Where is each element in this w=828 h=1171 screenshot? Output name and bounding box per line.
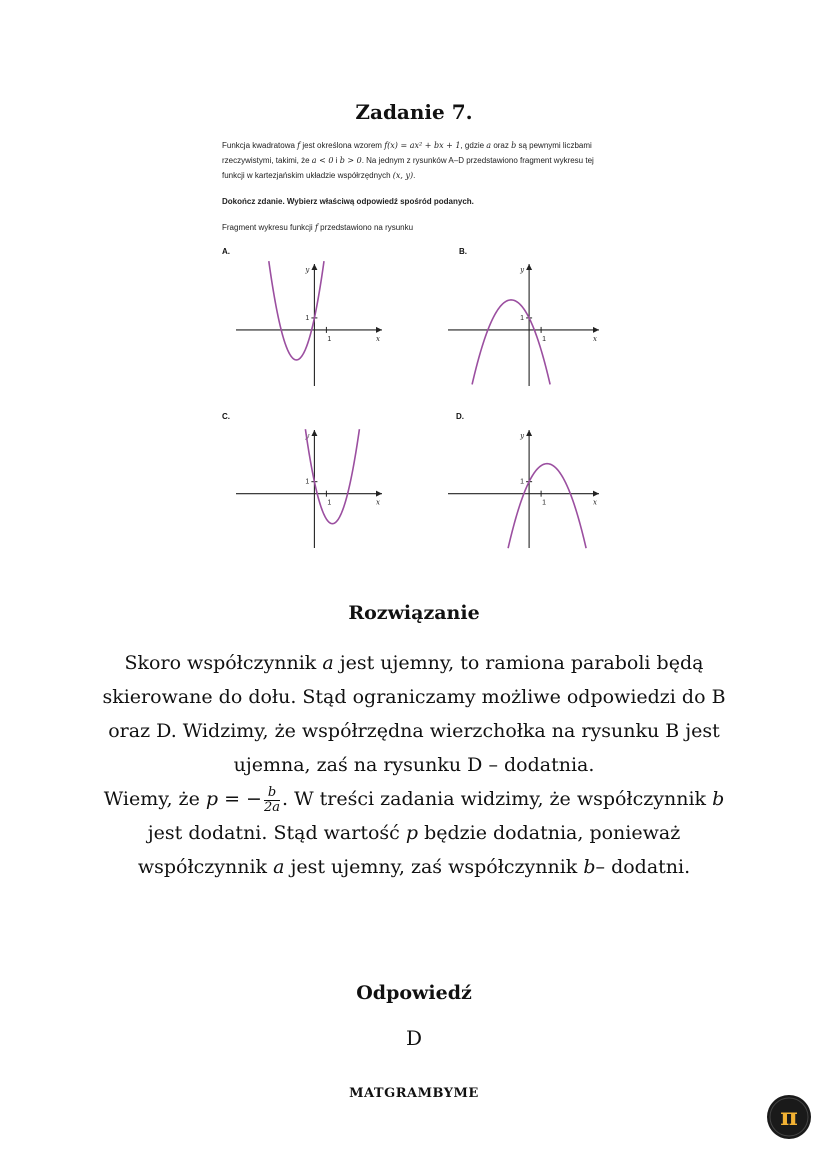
x-tick-label: 1 xyxy=(542,499,547,507)
y-tick-label: 1 xyxy=(520,314,525,322)
y-axis-label: y xyxy=(520,432,525,440)
footer-brand: MATGRAMBYME xyxy=(349,1086,479,1101)
y-tick-label: 1 xyxy=(520,478,525,486)
solution-text: Skoro współczynnik a jest ujemny, to ramiona paraboli będą skierowane do dołu. Stąd ograniczamy możliwe odpowiedzi do B oraz D. Widzimy, że współrzędna wierzchołka na rysunku B jest ujemna, zaś na rysunku D – dodatnia. Wiemy, że p = − $\frac{b}{2a}$ . W treści zadania widzimy, że współczynnik b jest dodatni. Stąd wartość p będzie dodatnia, ponieważ współczynnik a jest ujemny, zaś współczynnik b– dodatni. xyxy=(102,652,726,878)
svg-text:π: π xyxy=(780,1102,798,1131)
y-axis-arrow xyxy=(311,264,317,270)
pi-logo-icon xyxy=(766,1094,812,1140)
plot-b xyxy=(440,256,605,388)
plot-label-a: A. xyxy=(222,247,230,256)
x-tick-label: 1 xyxy=(327,499,332,507)
plot-label-c: C. xyxy=(222,412,230,421)
x-axis-arrow xyxy=(593,327,599,333)
answer-heading: Odpowiedź xyxy=(356,982,472,1004)
x-axis-arrow xyxy=(376,491,382,497)
y-axis-label: y xyxy=(520,266,525,274)
y-axis-label: y xyxy=(305,432,310,440)
y-tick-label: 1 xyxy=(305,314,310,322)
y-tick-label: 1 xyxy=(305,478,310,486)
x-axis-arrow xyxy=(376,327,382,333)
parabola-curve xyxy=(508,464,586,549)
plot-label-d: D. xyxy=(456,412,464,421)
y-axis-arrow xyxy=(526,430,532,436)
plot-d xyxy=(440,422,605,550)
task-formula: f(x) = ax² + bx + 1 xyxy=(384,141,461,150)
y-axis-label: y xyxy=(305,266,310,274)
task-prompt: Fragment wykresu funkcji f przedstawiono na rysunku xyxy=(222,223,414,232)
x-axis-arrow xyxy=(593,491,599,497)
parabola-curve xyxy=(472,300,550,385)
plot-label-b: B. xyxy=(459,247,467,256)
x-axis-label: x xyxy=(593,334,597,343)
fraction-b-over-2a: $\frac{b}{2a}$ xyxy=(263,784,280,815)
y-axis-arrow xyxy=(311,430,317,436)
parabola-curve xyxy=(305,429,359,524)
plot-c xyxy=(228,422,388,550)
parabola-curve xyxy=(269,261,324,360)
page-title: Zadanie 7. xyxy=(355,100,473,124)
x-tick-label: 1 xyxy=(542,335,547,343)
x-axis-label: x xyxy=(376,498,380,507)
x-axis-label: x xyxy=(376,334,380,343)
task-statement: Funkcja kwadratowa f jest określona wzorem f(x) = ax² + bx + 1, gdzie a oraz b są pewnymi liczbami rzeczywistymi, takimi, że a < 0 i b > 0. Na jednym z rysunków A–D przedstawiono fragment wykresu tej funkcji w kartezjańskim układzie współrzędnych (x, y). xyxy=(222,141,594,180)
plot-a xyxy=(228,256,388,388)
task-instruction: Dokończ zdanie. Wybierz właściwą odpowiedź spośród podanych. xyxy=(222,197,474,206)
solution-heading: Rozwiązanie xyxy=(348,602,480,624)
x-axis-label: x xyxy=(593,498,597,507)
y-axis-arrow xyxy=(526,264,532,270)
x-tick-label: 1 xyxy=(327,335,332,343)
answer-value: D xyxy=(405,1026,423,1050)
